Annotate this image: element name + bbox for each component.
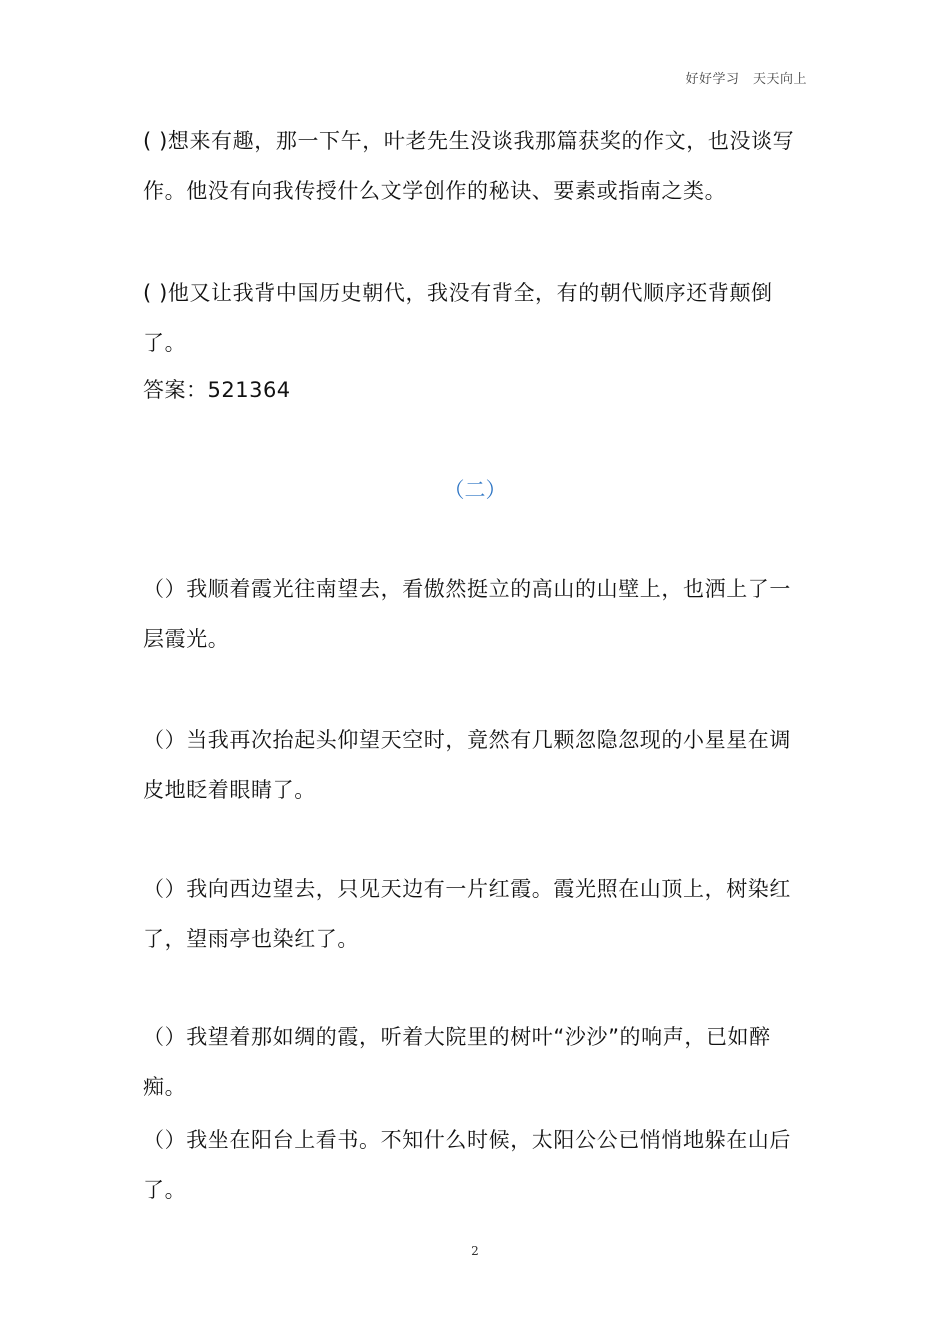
- paragraph-balcony-reading: （）我坐在阳台上看书。不知什么时候，太阳公公已悄悄地躲在山后了。: [143, 1128, 791, 1202]
- paragraph-stars: （）当我再次抬起头仰望天空时，竟然有几颗忽隐忽现的小星星在调皮地眨着眼睛了。: [143, 728, 791, 802]
- section-title: （二）: [443, 478, 507, 502]
- answer-text: 答案：521364: [143, 378, 291, 402]
- paragraph-silk-clouds: （）我望着那如绸的霞，听着大院里的树叶“沙沙”的响声，已如醉痴。: [143, 1025, 771, 1099]
- page-number: 2: [471, 1244, 479, 1258]
- paragraph-west-sky: （）我向西边望去，只见天边有一片红霞。霞光照在山顶上，树染红了，望雨亭也染红了。: [143, 877, 791, 951]
- paragraph-ye-laoxiansheng: ( )想来有趣，那一下午，叶老先生没谈我那篇获奖的作文，也没谈写作。他没有向我传授什么文学创作的秘诀、要素或指南之类。: [143, 129, 795, 203]
- page-header: 好好学习 天天向上: [685, 72, 807, 87]
- paragraph-south-mountain: （）我顺着霞光往南望去，看傲然挺立的高山的山壁上，也洒上了一层霞光。: [143, 577, 791, 651]
- paragraph-history-dynasties: ( )他又让我背中国历史朝代，我没有背全，有的朝代顺序还背颠倒了。: [143, 281, 773, 355]
